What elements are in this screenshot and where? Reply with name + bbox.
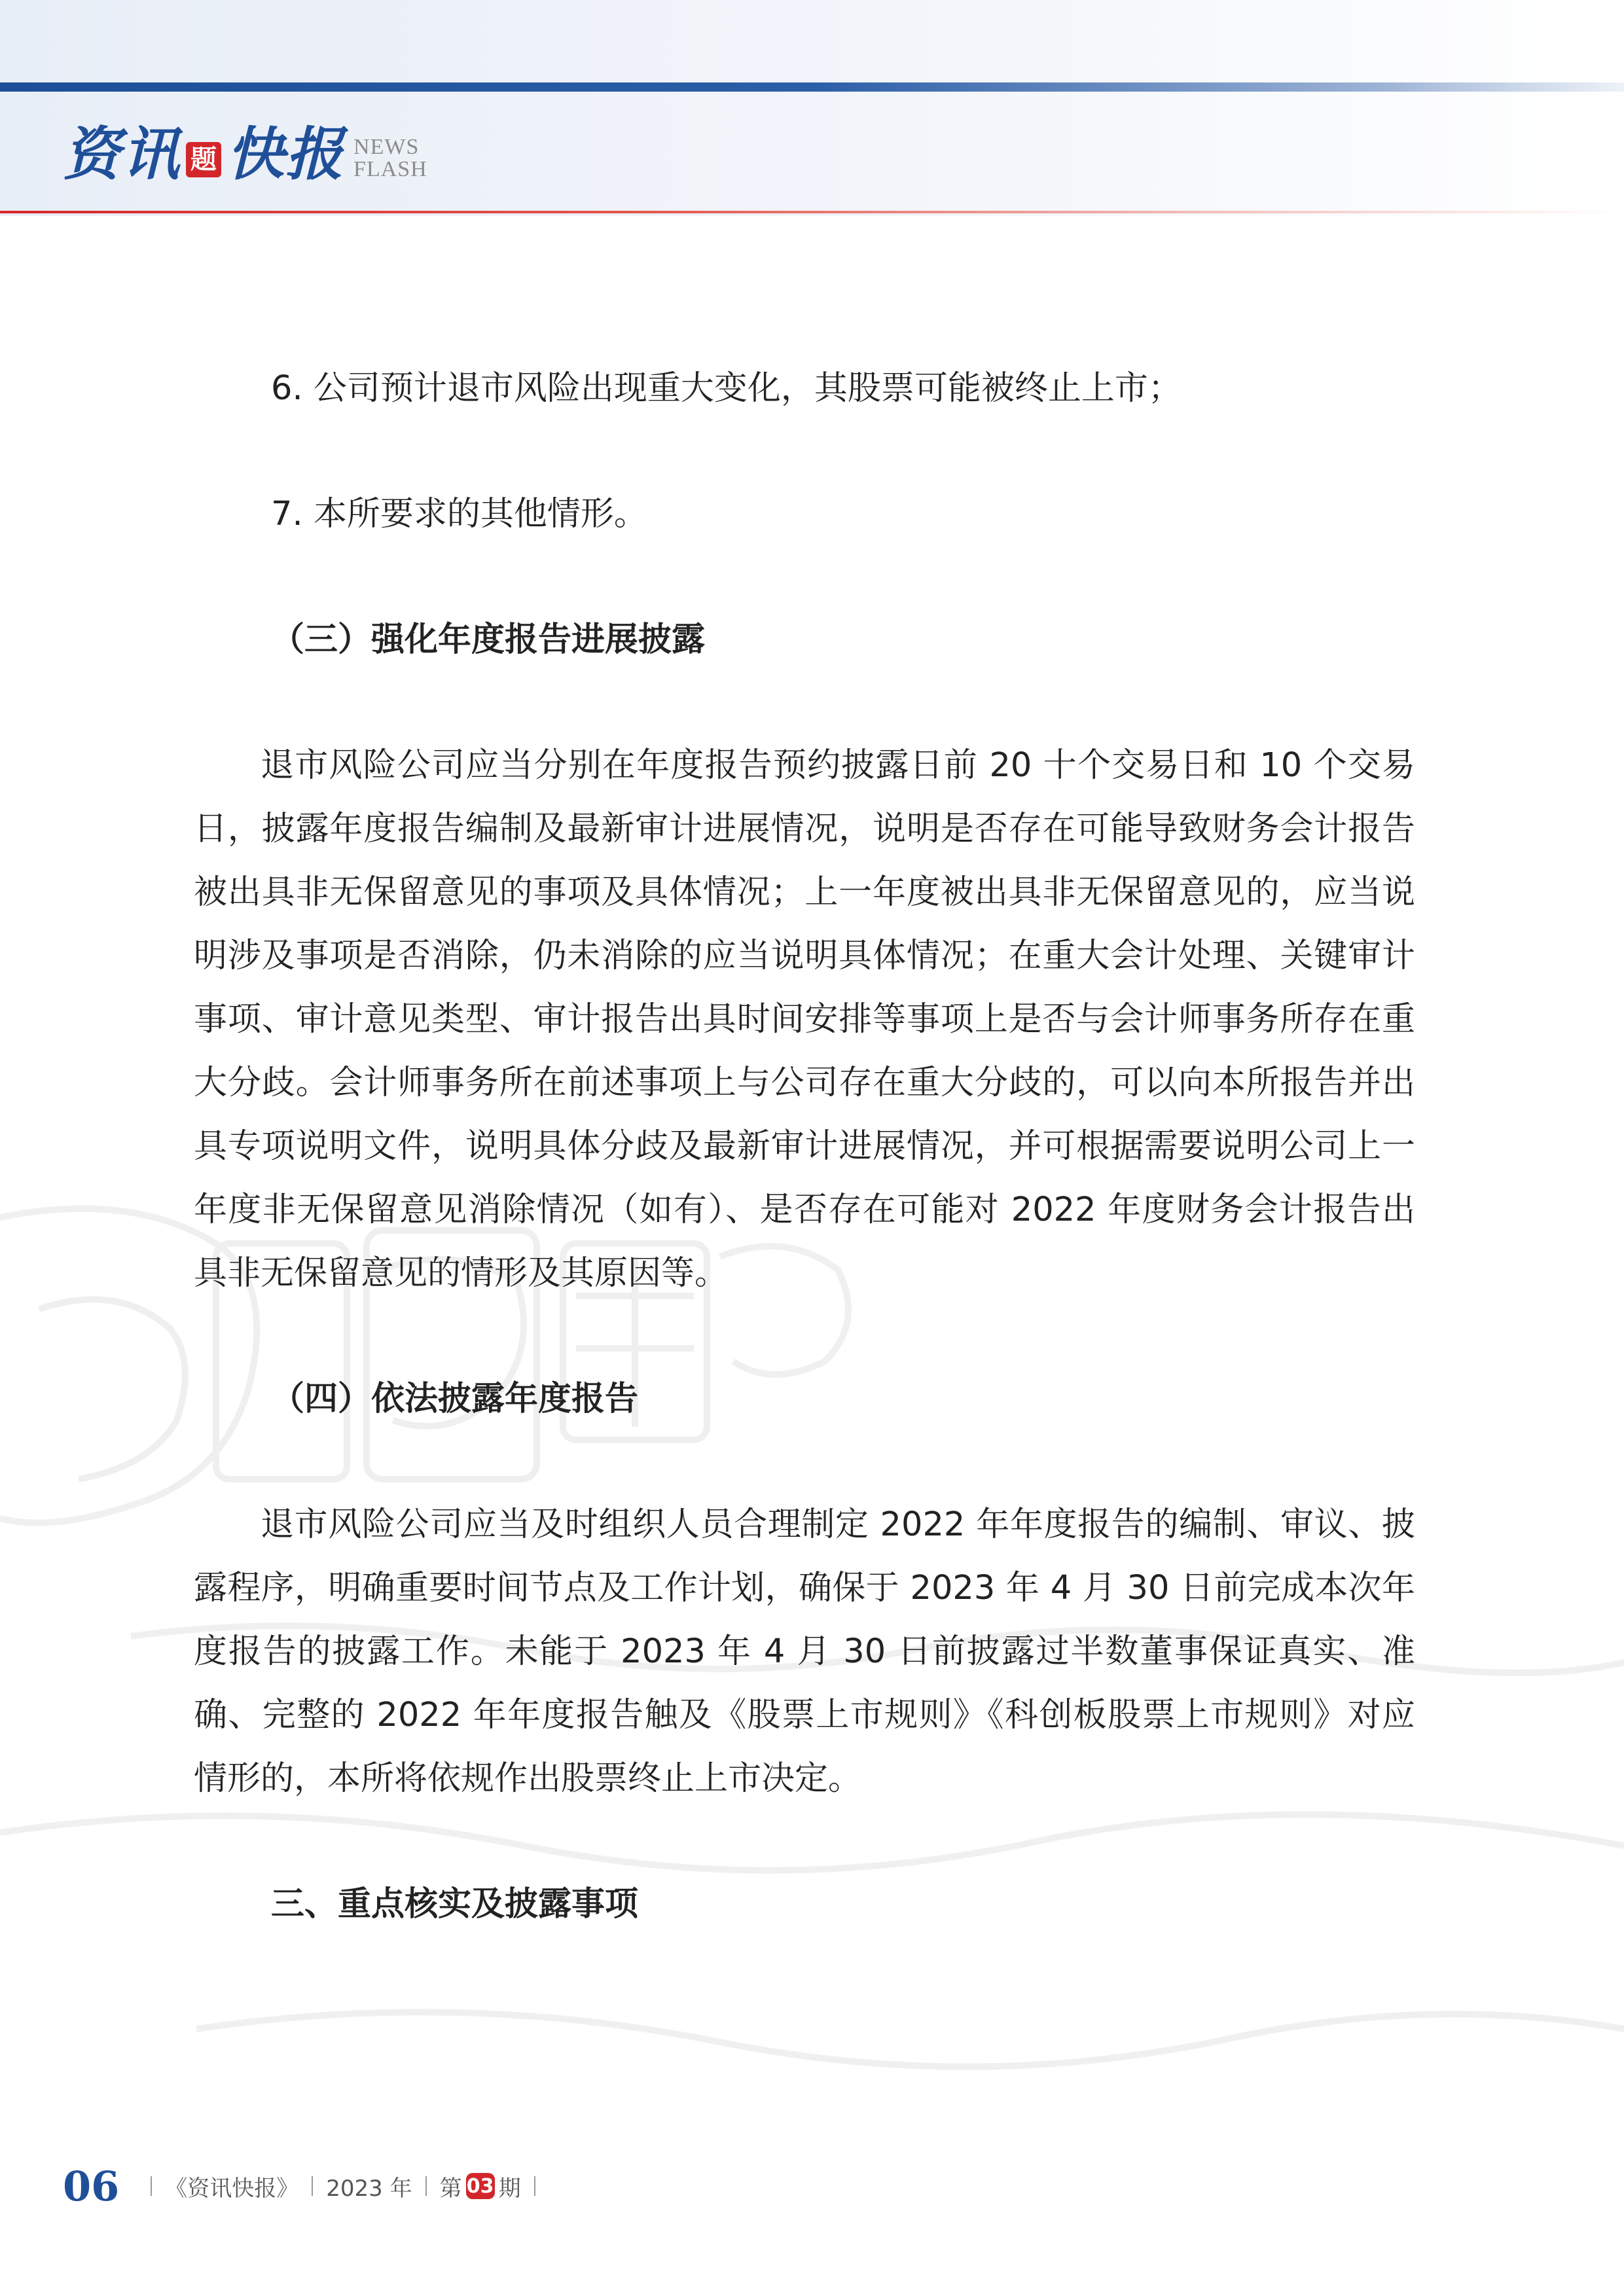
list-item-6: 6. 公司预计退市风险出现重大变化，其股票可能被终止上市； <box>271 369 1182 408</box>
logo-english-line1: NEWS <box>353 135 420 159</box>
footer-issue-suffix: 期 <box>498 2175 521 2202</box>
subheading-4: （四）依法披露年度报告 <box>271 1380 639 1418</box>
subheading-3: （三）强化年度报告进展披露 <box>271 620 706 659</box>
logo-seal-char: 题 <box>190 144 217 175</box>
publication-logo <box>63 111 427 196</box>
footer-year: 2023 年 <box>326 2175 412 2202</box>
section-title-3: 三、重点核实及披露事项 <box>271 1885 639 1924</box>
list-item-7: 7. 本所要求的其他情形。 <box>271 495 647 533</box>
footer-publication: 《资讯快报》 <box>165 2175 299 2202</box>
logo-english <box>353 136 427 181</box>
footer-divider <box>425 2176 427 2196</box>
footer-issue-prefix: 第 <box>439 2175 462 2202</box>
header-top-rule <box>0 82 1624 92</box>
page-footer <box>63 2160 549 2212</box>
footer-divider <box>151 2176 152 2196</box>
header-bottom-rule <box>0 211 1624 213</box>
footer-divider <box>312 2176 313 2196</box>
logo-seal-icon <box>186 142 221 177</box>
logo-title-part1: 资讯 <box>63 120 181 188</box>
page-number: 06 <box>63 2162 120 2210</box>
paragraph-annual-report-progress: 退市风险公司应当分别在年度报告预约披露日前 20 十个交易日和 10 个交易日，披露年度报告编制及最新审计进展情况，说明是否存在可能导致财务会计报告被出具非无保留意见的事项及具体情况；上一年度被出具非无保留意见的，应当说明涉及事项是否消除，仍未消除的应当说明具体情况；在重大会计处理、关键审计事项、审计意见类型、审计报告出具时间安排等事项上是否与会计师事务所存在重大分歧。会计师事务所在前述事项上与公司存在重大分歧的，可以向本所报告并出具专项说明文件，说明具体分歧及最新审计进展情况，并可根据需要说明公司上一年度非无保留意见消除情况（如有）、是否存在可能对 2022 年度财务会计报告出具非无保留意见的情形及其原因等。 <box>194 746 1415 1293</box>
paragraph-disclose-annual-report: 退市风险公司应当及时组织人员合理制定 2022 年年度报告的编制、审议、披露程序，明确重要时间节点及工作计划，确保于 2023 年 4 月 30 日前完成本次年度报告的披露工作。未能于 2023 年 4 月 30 日前披露过半数董事保证真实、准确、完整的 2022 年年度报告触及《股票上市规则》《科创板股票上市规则》对应情形的，本所将依规作出股票终止上市决定。 <box>194 1505 1415 1798</box>
article-body <box>194 357 1415 1936</box>
logo-english-line2: FLASH <box>353 157 427 181</box>
logo-title-part2: 快报 <box>226 120 345 188</box>
footer-divider <box>534 2176 535 2196</box>
footer-issue-number: 03 <box>466 2173 495 2199</box>
